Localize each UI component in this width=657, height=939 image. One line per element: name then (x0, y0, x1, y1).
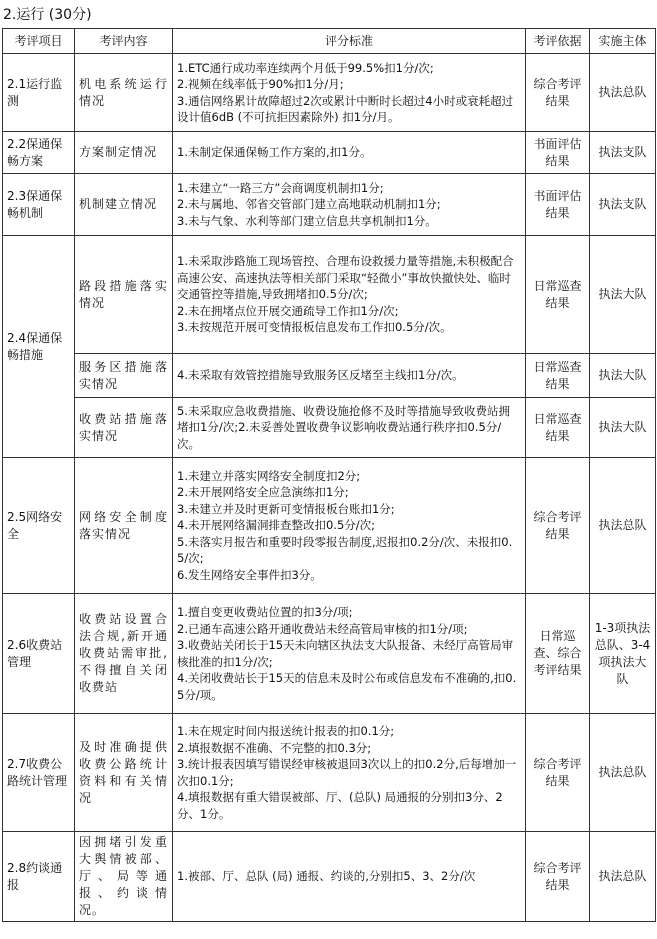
criteria-cell (173, 594, 526, 714)
criteria-line: 6.发生网络安全事件扣3分。 (177, 567, 322, 582)
criteria-line: 3.收费站关闭长于15天未向辖区执法支大队报备、未经厅高管局审核批准的扣1分/次; (177, 638, 514, 669)
content-cell: 因拥堵引发重大舆情被部、厅、局等通报、约谈情况。 (75, 832, 173, 922)
item-cell: 2.3保通保畅机制 (3, 174, 75, 236)
criteria-line: 1.未建立并落实网络安全制度扣2分; (177, 468, 361, 483)
subject-cell: 执法大队 (590, 398, 656, 458)
header-criteria: 评分标准 (173, 29, 526, 54)
item-cell: 2.1运行监测 (3, 54, 75, 132)
criteria-cell (173, 714, 526, 832)
basis-cell: 综合考评结果 (526, 714, 590, 832)
table-row (3, 132, 656, 174)
criteria-line: 3.未按规范开展可变情报板信息发布工作扣0.5分/次。 (177, 320, 452, 335)
content-cell: 及时准确提供收费公路统计资料和有关情况 (75, 714, 173, 832)
criteria-line: 4.未开展网络漏洞排查整改扣0.5分/次; (177, 518, 376, 533)
table-row (3, 174, 656, 236)
content-cell: 收费站设置合法合规,新开通收费站需审批,不得擅自关闭收费站 (75, 594, 173, 714)
content-cell: 路段措施落实情况 (75, 236, 173, 354)
table-row (3, 354, 656, 398)
basis-cell: 书面评估结果 (526, 174, 590, 236)
basis-cell: 综合考评结果 (526, 458, 590, 594)
criteria-line: 1.未建立“一路三方”会商调度机制扣1分; (177, 180, 384, 195)
content-cell: 服务区措施落实情况 (75, 354, 173, 398)
criteria-cell (173, 354, 526, 398)
content-cell: 机制建立情况 (75, 174, 173, 236)
content-cell: 方案制定情况 (75, 132, 173, 174)
criteria-line: 5.未落实月报告和重要时段零报告制度,迟报扣0.2分/次、未报扣0.5/次; (177, 534, 513, 566)
basis-cell: 综合考评结果 (526, 832, 590, 922)
criteria-line: 1.未在规定时间内报送统计报表的扣0.1分; (177, 724, 395, 738)
criteria-line: 2.未与属地、邻省交管部门建立高地联动机制扣1分; (177, 197, 441, 212)
basis-cell: 日常巡查结果 (526, 398, 590, 458)
criteria-line: 3.通信网络累计故障超过2次或累计中断时长超过4小时或衰耗超过设计值6dB (不可抗拒因素除外) 扣1分/月。 (177, 93, 514, 124)
criteria-cell (173, 132, 526, 174)
criteria-line: 2.未在拥堵点位开展交通疏导工作扣1分/次; (177, 303, 399, 318)
criteria-cell (173, 832, 526, 922)
item-cell: 2.6收费站管理 (3, 594, 75, 714)
header-subject: 实施主体 (590, 29, 656, 54)
table-row (3, 714, 656, 832)
table-row (3, 54, 656, 132)
table-row (3, 458, 656, 594)
criteria-line: 4.未采取有效管控措施导致服务区反堵至主线扣1分/次。 (177, 368, 464, 383)
basis-cell: 书面评估结果 (526, 132, 590, 174)
criteria-line: 3.统计报表因填写错误经审核被退回3次以上的扣0.2分,后每增加一次扣0.1分; (177, 757, 517, 788)
criteria-line: 2.视频在线率低于90%扣1分/月; (177, 77, 344, 91)
criteria-line: 1.未采取涉路施工现场管控、合理布设救援力量等措施,未积极配合高速公安、高速执法等相关部门采取“轻微小”事故快撤快处、临时交通管控等措施,导致拥堵扣0.5分/次; (177, 254, 514, 302)
subject-cell: 执法大队 (590, 236, 656, 354)
subject-cell: 执法支队 (590, 132, 656, 174)
criteria-line: 2.已通车高速公路开通收费站未经高管局审核的扣1分/项; (177, 621, 468, 636)
criteria-line: 2.填报数据不准确、不完整的扣0.3分; (177, 740, 372, 755)
content-cell: 收费站措施落实情况 (75, 398, 173, 458)
header-content: 考评内容 (75, 29, 173, 54)
criteria-cell (173, 398, 526, 458)
criteria-cell (173, 236, 526, 354)
header-row (3, 29, 656, 54)
item-cell: 2.7收费公路统计管理 (3, 714, 75, 832)
item-cell: 2.5网络安全 (3, 458, 75, 594)
subject-cell: 执法总队 (590, 714, 656, 832)
subject-cell: 执法大队 (590, 354, 656, 398)
header-basis: 考评依据 (526, 29, 590, 54)
table-row (3, 236, 656, 354)
criteria-line: 3.未与气象、水利等部门建立信息共享机制扣1分。 (177, 213, 437, 228)
criteria-cell (173, 54, 526, 132)
evaluation-table (2, 28, 656, 922)
content-cell: 网络安全制度落实情况 (75, 458, 173, 594)
criteria-line: 1.ETC通行成功率连续两个月低于99.5%扣1分/次; (177, 60, 434, 75)
subject-cell: 执法支队 (590, 174, 656, 236)
criteria-cell (173, 458, 526, 594)
criteria-cell (173, 174, 526, 236)
item-cell: 2.4保通保畅措施 (3, 236, 75, 458)
table-row (3, 594, 656, 714)
criteria-line: 2.未开展网络安全应急演练扣1分; (177, 485, 349, 500)
criteria-line: 1.擅自变更收费站位置的扣3分/项; (177, 605, 353, 619)
basis-cell: 日常巡查、综合考评结果 (526, 594, 590, 714)
item-cell: 2.8约谈通报 (3, 832, 75, 922)
subject-cell: 执法总队 (590, 458, 656, 594)
table-row (3, 832, 656, 922)
basis-cell: 日常巡查结果 (526, 236, 590, 354)
header-item: 考评项目 (3, 29, 75, 54)
criteria-line: 3.未建立并及时更新可变情报板台账扣1分; (177, 501, 395, 516)
subject-cell: 执法总队 (590, 54, 656, 132)
table-row (3, 398, 656, 458)
subject-cell: 1-3项执法总队、3-4项执法大队 (590, 594, 656, 714)
section-title: 2.运行 (30分) (3, 7, 92, 23)
basis-cell: 日常巡查结果 (526, 354, 590, 398)
criteria-line: 1.未制定保通保畅工作方案的,扣1分。 (177, 145, 372, 160)
criteria-line: 4.关闭收费站长于15天的信息未及时公布或信息发布不准确的,扣0.5分/项。 (177, 671, 517, 702)
item-cell: 2.2保通保畅方案 (3, 132, 75, 174)
content-cell: 机电系统运行情况 (75, 54, 173, 132)
subject-cell: 执法总队 (590, 832, 656, 922)
criteria-line: 5.未采取应急收费措施、收费设施抢修不及时等措施导致收费站拥堵扣1分/次;2.未妥善处置收费争议影响收费站通行秩序扣0.5分/次。 (177, 403, 510, 451)
basis-cell: 综合考评结果 (526, 54, 590, 132)
criteria-line: 4.填报数据有重大错误被部、厅、(总队) 局通报的分别扣3分、2分、1分。 (177, 790, 503, 821)
criteria-line: 1.被部、厅、总队 (局) 通报、约谈的,分别扣5、3、2分/次 (177, 869, 476, 884)
